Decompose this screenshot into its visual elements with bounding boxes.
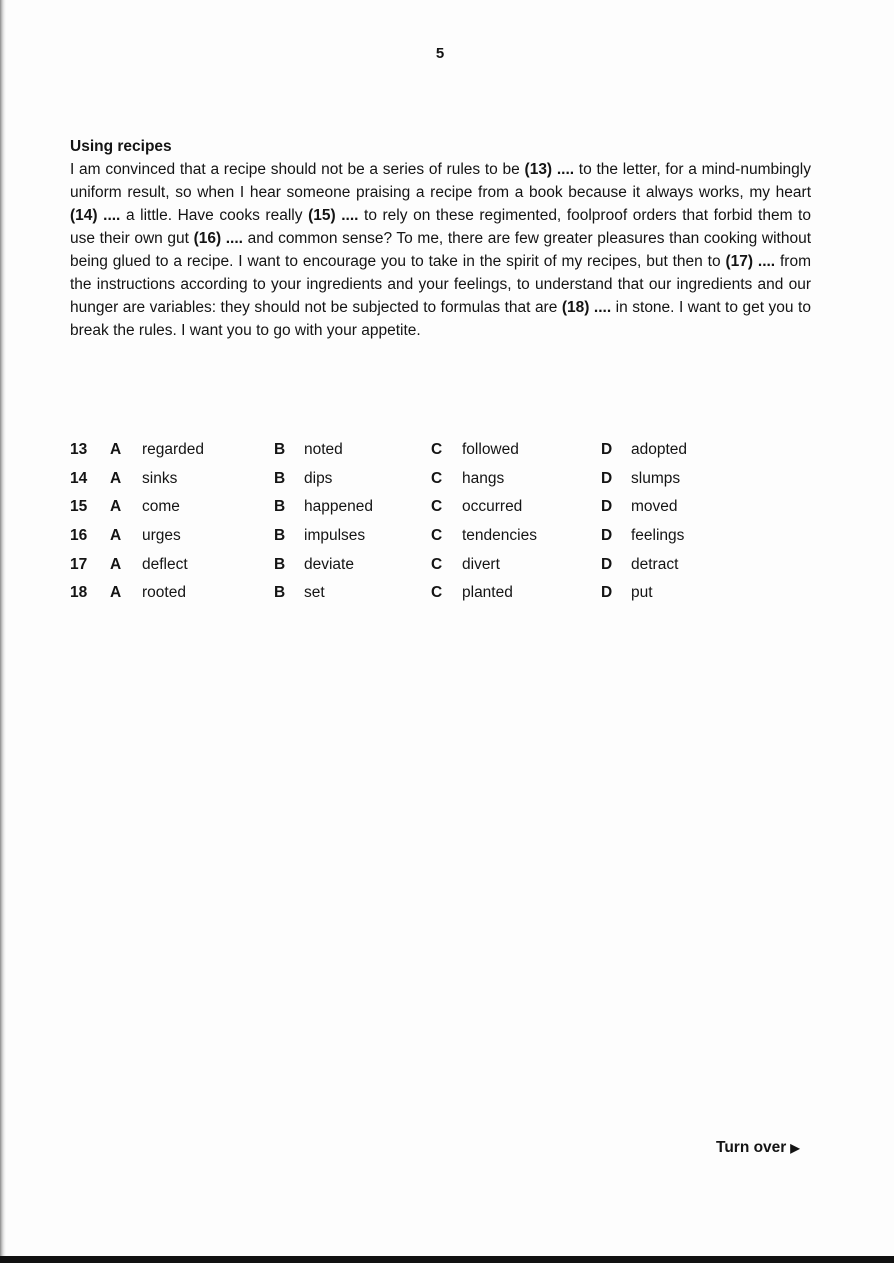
question-number: 14 bbox=[70, 469, 88, 487]
right-triangle-arrow-icon: ▶ bbox=[790, 1141, 800, 1155]
question-row bbox=[70, 493, 731, 522]
passage-text-segment: a little. Have cooks really bbox=[120, 207, 309, 224]
option-word: set bbox=[304, 584, 325, 602]
option-letter: A bbox=[110, 498, 122, 516]
option-word: impulses bbox=[304, 527, 366, 545]
passage-text-segment: to the letter, for a mind-numbingly uniform result, so when I hear someone praising a recipe from a book because it always works, my heart bbox=[70, 161, 811, 201]
option-letter: A bbox=[110, 527, 122, 545]
passage-text-segment: from the instructions according to your ingredients and your feelings, to understand that our ingredients and our hunger are variables: they should not be subjected to formulas that are bbox=[70, 253, 811, 316]
passage-body bbox=[70, 158, 811, 342]
option-word: divert bbox=[462, 555, 500, 573]
question-row bbox=[70, 436, 731, 465]
option-word: rooted bbox=[142, 584, 186, 602]
option-letter: B bbox=[274, 498, 286, 516]
gap-number: (16) .... bbox=[193, 230, 243, 247]
option-word: occurred bbox=[462, 498, 523, 516]
option-letter: C bbox=[431, 469, 443, 487]
option-word: tendencies bbox=[462, 527, 537, 545]
question-row bbox=[70, 550, 731, 579]
question-number: 16 bbox=[70, 527, 88, 545]
option-word: regarded bbox=[142, 441, 205, 459]
page-number: 5 bbox=[435, 45, 445, 62]
option-letter: A bbox=[110, 441, 122, 459]
option-word: detract bbox=[631, 555, 679, 573]
option-letter: B bbox=[274, 527, 286, 545]
option-letter: B bbox=[274, 584, 286, 602]
option-letter: C bbox=[431, 555, 443, 573]
option-word: deviate bbox=[304, 555, 354, 573]
passage-text-segment: to rely on these regimented, foolproof orders that forbid them to use their own gut bbox=[70, 207, 811, 247]
gap-number: (13) .... bbox=[524, 161, 575, 178]
option-word: put bbox=[631, 584, 653, 602]
option-word: sinks bbox=[142, 469, 178, 487]
question-number: 15 bbox=[70, 498, 88, 516]
option-word: moved bbox=[631, 498, 678, 516]
option-word: deflect bbox=[142, 555, 188, 573]
question-row bbox=[70, 579, 731, 608]
option-word: planted bbox=[462, 584, 513, 602]
question-row bbox=[70, 465, 731, 494]
option-word: slumps bbox=[631, 469, 681, 487]
option-letter: C bbox=[431, 441, 443, 459]
option-letter: D bbox=[601, 498, 613, 516]
option-word: followed bbox=[462, 441, 519, 459]
option-letter: C bbox=[431, 584, 443, 602]
scan-left-edge bbox=[0, 0, 6, 1263]
option-word: hangs bbox=[462, 469, 505, 487]
option-letter: A bbox=[110, 584, 122, 602]
option-word: dips bbox=[304, 469, 333, 487]
option-letter: A bbox=[110, 555, 122, 573]
option-word: come bbox=[142, 498, 180, 516]
scan-bottom-edge bbox=[0, 1256, 894, 1263]
question-number: 17 bbox=[70, 555, 88, 573]
question-number: 13 bbox=[70, 441, 88, 459]
option-letter: B bbox=[274, 469, 286, 487]
answer-options-body bbox=[70, 436, 731, 608]
option-word: urges bbox=[142, 527, 181, 545]
option-letter: D bbox=[601, 441, 613, 459]
option-word: adopted bbox=[631, 441, 688, 459]
passage-text-segment: in stone. I want to get you to break the rules. I want you to go with your appetite. bbox=[70, 299, 811, 339]
question-row bbox=[70, 522, 731, 551]
option-word: happened bbox=[304, 498, 373, 516]
question-number: 18 bbox=[70, 584, 88, 602]
passage-title: Using recipes bbox=[70, 138, 172, 155]
option-letter: B bbox=[274, 555, 286, 573]
option-word: feelings bbox=[631, 527, 685, 545]
option-letter: D bbox=[601, 469, 613, 487]
option-letter: C bbox=[431, 498, 443, 516]
option-letter: D bbox=[601, 555, 613, 573]
option-word: noted bbox=[304, 441, 343, 459]
option-letter: D bbox=[601, 527, 613, 545]
passage-text-segment: I am convinced that a recipe should not be a series of rules to be bbox=[70, 161, 525, 178]
turn-over-label: Turn over bbox=[716, 1139, 787, 1156]
gap-number: (14) .... bbox=[70, 207, 121, 224]
gap-number: (18) .... bbox=[561, 299, 612, 316]
gap-number: (15) .... bbox=[308, 207, 359, 224]
passage bbox=[70, 135, 811, 342]
option-letter: B bbox=[274, 441, 286, 459]
passage-text-segment: and common sense? To me, there are few greater pleasures than cooking without being glued to a recipe. I want to encourage you to take in the spirit of my recipes, but then to bbox=[70, 230, 811, 270]
turn-over-note bbox=[716, 1139, 800, 1157]
gap-number: (17) .... bbox=[725, 253, 776, 270]
option-letter: C bbox=[431, 527, 443, 545]
answer-options-table bbox=[70, 436, 731, 608]
option-letter: A bbox=[110, 469, 122, 487]
option-letter: D bbox=[601, 584, 613, 602]
